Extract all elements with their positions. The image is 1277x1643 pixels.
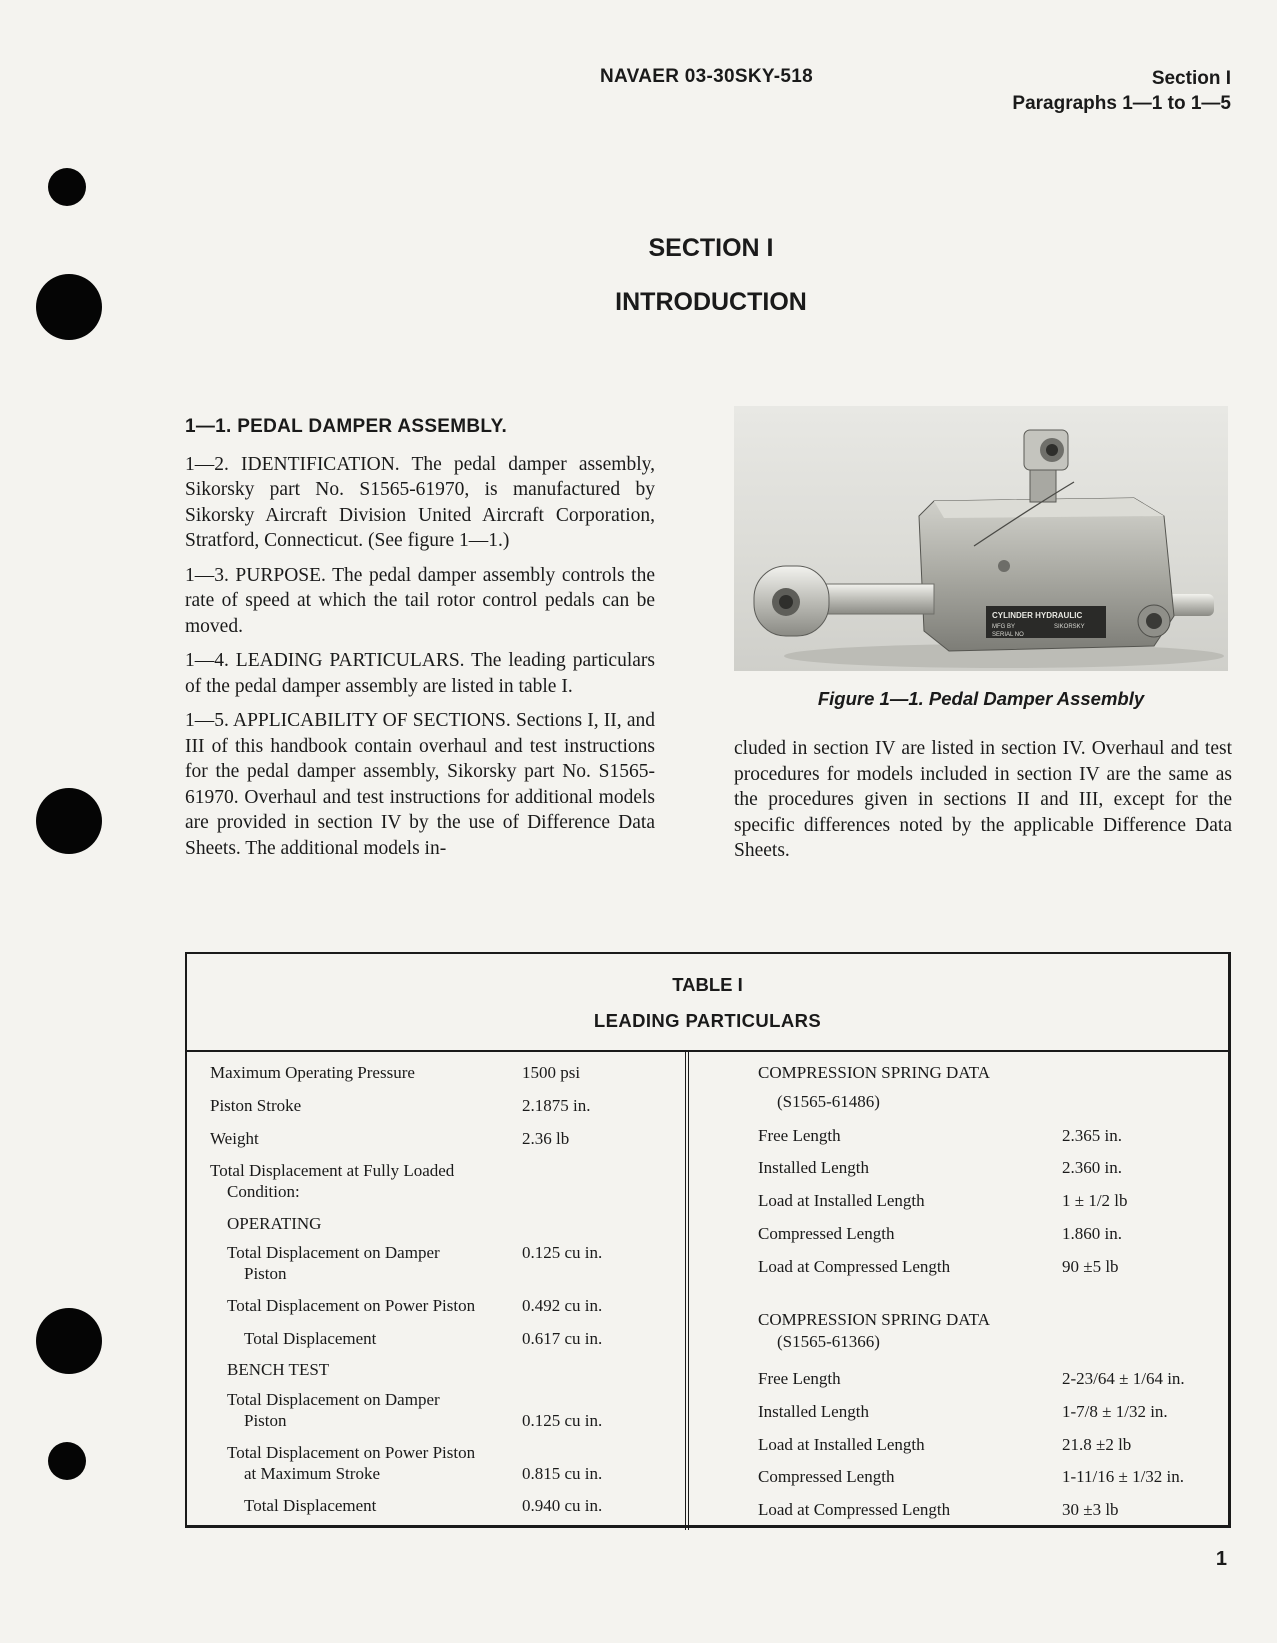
s2-free-value: 2-23/64 ± 1/64 in. xyxy=(1062,1369,1185,1388)
weight-value: 2.36 lb xyxy=(522,1129,570,1148)
paragraph-leading-particulars: 1—4. LEADING PARTICULARS. The leading particulars of the pedal damper assembly are listed in table I. xyxy=(185,650,655,697)
punch-hole-1 xyxy=(48,168,86,206)
spring1-part: (S1565-61486) xyxy=(777,1092,880,1111)
s2-compressed-label: Compressed Length xyxy=(758,1467,895,1486)
weight-label: Weight xyxy=(210,1129,259,1148)
spring1-title: COMPRESSION SPRING DATA xyxy=(758,1063,990,1082)
paragraph-applicability: 1—5. APPLICABILITY OF SECTIONS. Sections I, II, and III of this handbook contain overhaul and test instructions for the pedal damper assembly, Sikorsky part No. S1565-61970. Overhaul and test instructions for additional models are provided in section IV by the use of Difference Data Sheets. The additional models in- xyxy=(185,710,655,859)
table-subtitle: LEADING PARTICULARS xyxy=(593,1010,822,1031)
s2-installed-value: 1-7/8 ± 1/32 in. xyxy=(1062,1402,1168,1421)
bt-damper-value: 0.125 cu in. xyxy=(522,1411,603,1430)
right-text-column xyxy=(734,736,1232,873)
nameplate-line2: MFG BY xyxy=(992,624,1016,630)
s1-installed-value: 2.360 in. xyxy=(1062,1158,1122,1177)
op-power-label: Total Displacement on Power Piston xyxy=(227,1296,476,1315)
figure-caption: Figure 1—1. Pedal Damper Assembly xyxy=(817,688,1145,709)
left-text-column xyxy=(185,414,655,870)
punch-hole-3 xyxy=(36,788,102,854)
op-damper-label-line2: Piston xyxy=(244,1264,287,1283)
piston-stroke-label: Piston Stroke xyxy=(210,1096,302,1115)
paragraph-purpose: 1—3. PURPOSE. The pedal damper assembly controls the rate of speed at which the tail rotor control pedals can be moved. xyxy=(185,564,655,637)
s2-load-installed-value: 21.8 ±2 lb xyxy=(1062,1435,1132,1454)
paragraph-identification: 1—2. IDENTIFICATION. The pedal damper assembly, Sikorsky part No. S1565-61970, is manufactured by Sikorsky Aircraft Division United Aircraft Corporation, Stratford, Connecticut. (See figure 1—1.) xyxy=(185,453,655,551)
table-title: TABLE I xyxy=(672,974,743,995)
leading-particulars-table xyxy=(185,952,1231,1528)
bt-total-value: 0.940 cu in. xyxy=(522,1496,603,1515)
paragraph-heading: 1—1. PEDAL DAMPER ASSEMBLY. xyxy=(185,416,508,437)
bt-power-value: 0.815 cu in. xyxy=(522,1464,603,1483)
bt-power-label-line1: Total Displacement on Power Piston xyxy=(227,1443,476,1462)
chapter-title: INTRODUCTION xyxy=(615,288,807,316)
s2-load-compressed-value: 30 ±3 lb xyxy=(1062,1500,1119,1519)
s2-load-compressed-label: Load at Compressed Length xyxy=(758,1500,951,1519)
op-damper-label-line1: Total Displacement on Damper xyxy=(227,1243,440,1262)
table-column-divider xyxy=(685,1050,689,1530)
s2-compressed-value: 1-11/16 ± 1/32 in. xyxy=(1062,1467,1185,1486)
spring2-part: (S1565-61366) xyxy=(777,1332,880,1351)
header-section-info xyxy=(1012,66,1231,116)
s1-load-installed-label: Load at Installed Length xyxy=(758,1191,925,1210)
max-pressure-label: Maximum Operating Pressure xyxy=(210,1063,415,1082)
section-title: SECTION I xyxy=(648,234,774,262)
spring2-title: COMPRESSION SPRING DATA xyxy=(758,1310,990,1329)
s1-load-compressed-label: Load at Compressed Length xyxy=(758,1257,951,1276)
punch-hole-4 xyxy=(36,1308,102,1374)
table-header-rule xyxy=(187,1050,1228,1052)
s1-free-label: Free Length xyxy=(758,1126,841,1145)
nameplate-line1: CYLINDER HYDRAULIC xyxy=(992,611,1083,620)
pedal-damper-photo xyxy=(734,406,1228,671)
bt-power-label-line2: at Maximum Stroke xyxy=(244,1464,380,1483)
page-number: 1 xyxy=(1215,1548,1227,1570)
op-power-value: 0.492 cu in. xyxy=(522,1296,603,1315)
s2-installed-label: Installed Length xyxy=(758,1402,869,1421)
s1-installed-label: Installed Length xyxy=(758,1158,869,1177)
s2-load-installed-label: Load at Installed Length xyxy=(758,1435,925,1454)
bt-total-label: Total Displacement xyxy=(244,1496,377,1515)
document-number: NAVAER 03-30SKY-518 xyxy=(600,66,814,87)
paragraph-applicability-continued: cluded in section IV are listed in section IV. Overhaul and test procedures for models included in section IV are the same as the procedures given in sections II and III, except for the specific differences noted by the applicable Difference Data Sheets. xyxy=(734,738,1232,861)
pedal-damper-illustration xyxy=(734,406,1228,671)
total-displacement-heading-line1: Total Displacement at Fully Loaded xyxy=(210,1161,455,1180)
s1-compressed-value: 1.860 in. xyxy=(1062,1224,1122,1243)
bt-damper-label-line2: Piston xyxy=(244,1411,287,1430)
s2-free-label: Free Length xyxy=(758,1369,841,1388)
operating-heading: OPERATING xyxy=(227,1214,322,1233)
nameplate-line4: SERIAL NO xyxy=(992,632,1024,638)
bench-test-heading: BENCH TEST xyxy=(227,1360,330,1379)
header-paragraphs: Paragraphs 1—1 to 1—5 xyxy=(1012,93,1231,114)
nameplate-line3: SIKORSKY xyxy=(1054,624,1085,630)
bt-damper-label-line1: Total Displacement on Damper xyxy=(227,1390,440,1409)
s1-compressed-label: Compressed Length xyxy=(758,1224,895,1243)
op-total-value: 0.617 cu in. xyxy=(522,1329,603,1348)
total-displacement-heading-line2: Condition: xyxy=(227,1182,300,1201)
punch-hole-5 xyxy=(48,1442,86,1480)
op-damper-value: 0.125 cu in. xyxy=(522,1243,603,1262)
s1-load-installed-value: 1 ± 1/2 lb xyxy=(1062,1191,1128,1210)
piston-stroke-value: 2.1875 in. xyxy=(522,1096,591,1115)
header-section: Section I xyxy=(1151,68,1231,89)
op-total-label: Total Displacement xyxy=(244,1329,377,1348)
max-pressure-value: 1500 psi xyxy=(522,1063,581,1082)
s1-free-value: 2.365 in. xyxy=(1062,1126,1122,1145)
s1-load-compressed-value: 90 ±5 lb xyxy=(1062,1257,1119,1276)
